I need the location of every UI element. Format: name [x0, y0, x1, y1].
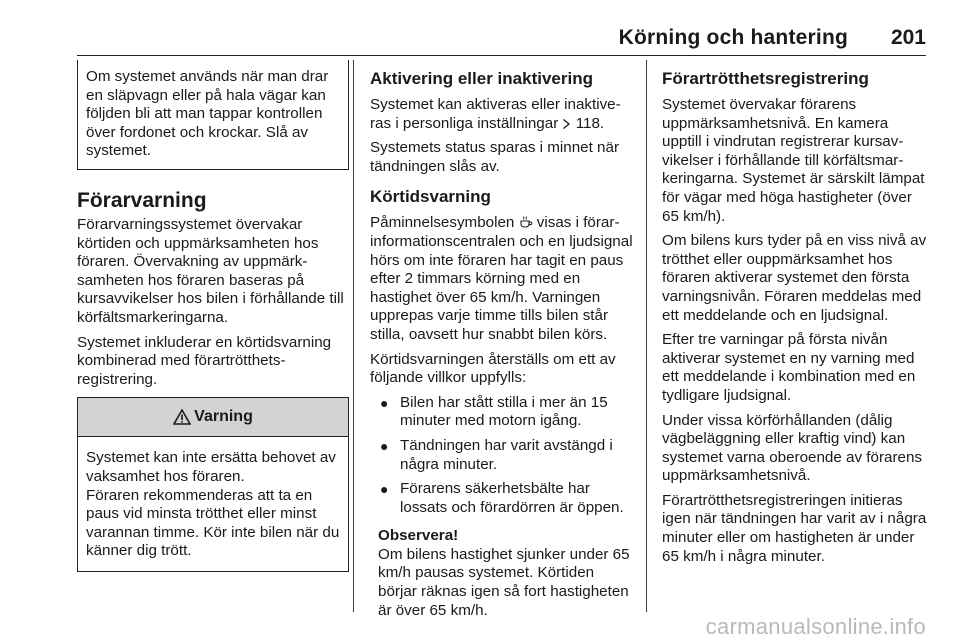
- warning-text: Föraren rekommenderas att ta en paus vid minsta trötthet eller minst varannan timme. Kör inte bilen när du känner dig trött.: [86, 486, 340, 560]
- paragraph-text: Systemet kan aktiveras eller inaktiveras i personliga inställningar: [370, 96, 621, 132]
- note: [370, 527, 634, 620]
- list-item: [370, 480, 634, 517]
- bullet-icon: ●: [380, 481, 389, 498]
- paragraph: Systemet övervakar förarens uppmärksamhetsnivå. En kamera upptill i vindrutan registrerar kursavvikelser i förhållande till körfältsmarkeringarna. Systemet är särskilt lämpat för vägar med höga hastigheter (över 65 km/h).: [662, 96, 925, 225]
- list-item: [370, 394, 634, 431]
- reset-conditions-list: [370, 394, 634, 518]
- header-divider: [77, 55, 926, 56]
- caution-text: Om systemet används när man drar en släpvagn eller på hala vägar kan följden bli att man tappar kontrollen över fordonet och krockar. Slå av systemet.: [86, 68, 329, 160]
- paragraph: Systemet inkluderar en körtidsvarning kombinerad med förartrötthetsregistrering.: [77, 333, 332, 388]
- page-reference-arrow-icon: [562, 118, 571, 130]
- page-title: Körning och hantering: [618, 26, 848, 49]
- section-heading-drive-time-warning: Körtidsvarning: [370, 187, 491, 207]
- column-2: [370, 60, 634, 620]
- bullet-icon: ●: [380, 394, 389, 411]
- warning-body: [78, 437, 348, 571]
- column-divider-2: [646, 60, 647, 612]
- section-heading-activation: Aktivering eller inaktivering: [370, 69, 593, 88]
- note-title: Observera!: [378, 527, 459, 545]
- warning-text: Systemet kan inte ersätta behovet av vaksamhet hos föraren.: [86, 449, 336, 485]
- note-text: Om bilens hastighet sjunker under 65 km/h pausas systemet. Körtiden börjar räknas igen så fort hastigheten är över 65 km/h.: [378, 545, 630, 619]
- list-item-text: Tändningen har varit avstängd i några minuter.: [400, 436, 613, 473]
- warning-title: Varning: [194, 408, 253, 426]
- page-reference: 118.: [575, 114, 605, 132]
- page-header: [0, 0, 960, 56]
- coffee-cup-icon: [519, 215, 533, 229]
- paragraph: Körtidsvarningen återställs om ett av följande villkor uppfylls:: [370, 350, 616, 387]
- list-item: [370, 437, 634, 474]
- paragraph: [370, 214, 634, 344]
- column-3: [662, 60, 930, 572]
- list-item-text: Bilen har stått stilla i mer än 15 minuter med motorn igång.: [400, 393, 608, 430]
- paragraph-text: Påminnelsesymbolen: [370, 214, 519, 232]
- section-heading-driver-alert: Förarvarning: [77, 188, 207, 212]
- warning-header: [78, 398, 348, 437]
- page-number: 201: [890, 26, 926, 49]
- paragraph-text: visas i förarinformationscentralen och en ljudsignal hörs om inte föraren har tagit en paus efter 2 timmars körning med en hastighet över 65 km/h. Varningen upprepas varje timme tills bilen står stilla, oavsett hur snabbt bilen körs.: [370, 214, 633, 343]
- paragraph: Systemets status sparas i minnet när tändningen slås av.: [370, 139, 620, 175]
- paragraph: Förartrötthetsregistreringen initieras igen när tändningen har varit av i några minuter eller om hastigheten är under 65 km/h i några minuter.: [662, 491, 927, 565]
- section-heading-fatigue-detection: Förartrötthetsregistrering: [662, 69, 869, 88]
- paragraph: [370, 96, 634, 133]
- bullet-icon: ●: [380, 437, 389, 454]
- column-1: [77, 60, 349, 572]
- warning-triangle-icon: [173, 409, 191, 425]
- list-item-text: Förarens säkerhetsbälte har lossats och förardörren är öppen.: [400, 480, 624, 516]
- warning-box: [77, 397, 349, 572]
- paragraph: Förarvarningssystemet övervakar körtiden och uppmärksamheten hos föraren. Övervakning av uppmärksamheten hos föraren baseras på kursavvikelser hos bilen i förhållande till körfältsmarkeringarna.: [77, 215, 344, 326]
- column-divider-1: [353, 60, 354, 612]
- caution-box-continued: [77, 60, 349, 170]
- watermark: carmanualsonline.info: [705, 614, 926, 639]
- paragraph: Under vissa körförhållanden (dålig vägbeläggning eller kraftig vind) kan systemet varna oberoende av förarens uppmärksamhetsnivå.: [662, 411, 923, 485]
- paragraph: Om bilens kurs tyder på en viss nivå av trötthet eller ouppmärksamhet hos föraren aktiverar systemet den första varningsnivån. Föraren meddelas med ett meddelande och en ljudsignal.: [662, 232, 927, 324]
- paragraph: Efter tre varningar på första nivån aktiverar systemet en ny varning med ett meddelande i kombination med en tydligare ljudsignal.: [662, 331, 916, 404]
